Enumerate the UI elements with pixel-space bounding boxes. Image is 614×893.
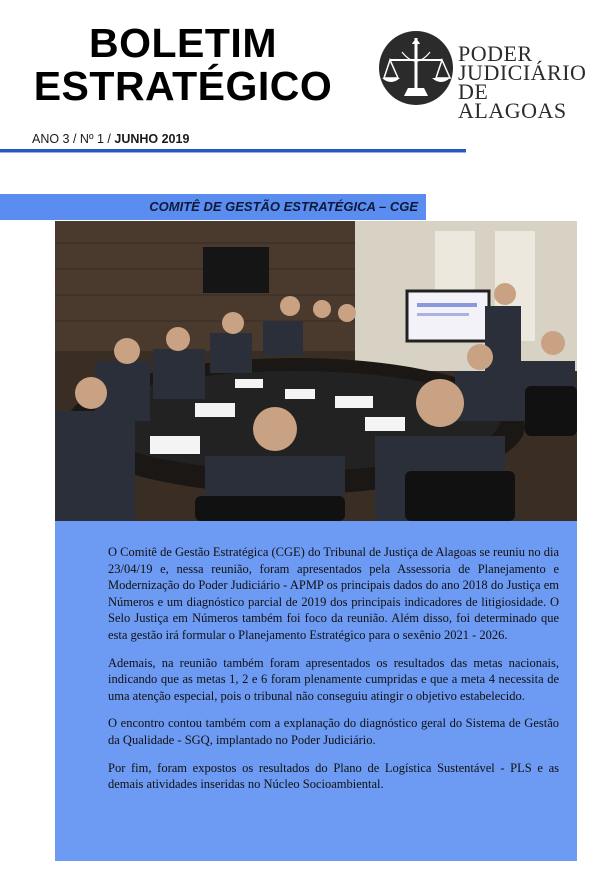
logo-line-1: PODER (458, 41, 533, 66)
header-divider-shadow (0, 152, 466, 153)
article-paragraph: O Comitê de Gestão Estratégica (CGE) do Tribunal de Justiça de Alagoas se reuniu no dia 23/04/19 e, nessa reunião, foram apresentados pela Assessoria de Planejamento e Modernização do Poder Judiciário - APMP os principais dados do ano 2018 do Justiça em Números e um diagnóstico parcial de 2019 dos principais indicadores de litigiosidade. O Selo Justiça em Números também foi foco da reunião. Além disso, foi determinado que esta gestão irá formular o Planejamento Estratégico para o sexênio 2021 - 2026. (108, 545, 559, 642)
section-title: COMITÊ DE GESTÃO ESTRATÉGICA – CGE (149, 199, 418, 214)
article-paragraph: Por fim, foram expostos os resultados do Plano de Logística Sustentável - PLS e as demais atividades inseridas no Núcleo Socioambiental. (108, 760, 559, 792)
newsletter-title (28, 22, 338, 108)
logo-line-3: DE ALAGOAS (458, 79, 567, 123)
issue-number: ANO 3 / Nº 1 / (32, 132, 115, 146)
logo-text (458, 41, 598, 123)
title-line-2: ESTRATÉGICO (33, 63, 333, 109)
meeting-room-photo (55, 221, 577, 521)
article-body (108, 544, 559, 804)
issue-info (32, 132, 189, 146)
section-banner (0, 194, 426, 220)
article-paragraph: Ademais, na reunião também foram apresentados os resultados das metas nacionais, indicando que as metas 1, 2 e 6 foram plenamente cumpridas e que a meta 4 necessita de uma atenção especial, pois o tribunal não conseguiu atingir o objetivo estabelecido. (108, 655, 559, 703)
article-paragraph: O encontro contou também com a explanação do diagnóstico geral do Sistema de Gestão da Qualidade - SGQ, implantado no Poder Judiciário. (108, 716, 559, 747)
issue-date: JUNHO 2019 (114, 132, 190, 146)
tribunal-logo (378, 30, 598, 123)
logo-line-2: JUDICIÁRIO (458, 60, 587, 85)
scales-of-justice-seal-icon (378, 30, 454, 106)
title-line-1: BOLETIM (89, 20, 277, 66)
